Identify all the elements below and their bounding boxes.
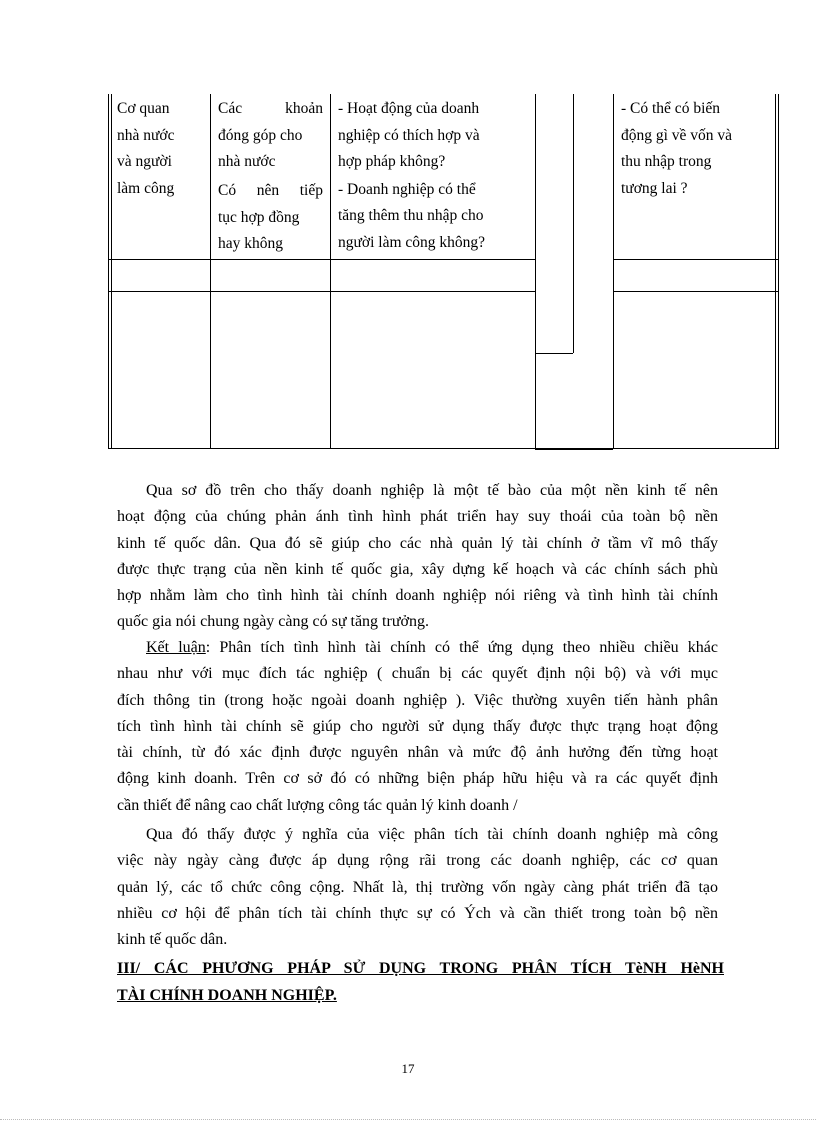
cell-line: nhà nước <box>117 126 175 144</box>
cell-business-questions <box>338 96 526 256</box>
table-row-line <box>613 291 778 292</box>
text-line: nhau như với mục đích tác nghiệp ( chuẩn bị các quyết định nội bộ) và với mục <box>117 665 718 683</box>
table-border-left-inner <box>111 94 112 449</box>
text-line: đích thông tin (trong hoặc ngoài doanh nghiệp ). Việc thường xuyên tiến hành phân <box>117 691 718 709</box>
cell-line: Các khoản <box>218 100 323 117</box>
table-bottom-line-thick <box>535 448 613 450</box>
text-line: Qua đó thấy được ý nghĩa của việc phân tích tài chính doanh nghiệp mà công <box>146 826 718 843</box>
table-row-line <box>613 259 778 260</box>
cell-line: tương lai ? <box>621 179 688 197</box>
conclusion-label: Kết luận <box>146 639 206 656</box>
cell-line: nhà nước <box>218 153 276 170</box>
page-footer-rule <box>0 1119 816 1120</box>
cell-line: làm công <box>117 179 175 197</box>
table-border-left <box>108 94 109 449</box>
table-border-right-inner <box>778 94 779 449</box>
table-divider <box>330 94 331 449</box>
heading-line: III/ CÁC PHƯƠNG PHÁP SỬ DỤNG TRONG PHÂN TÍCH TèNH HèNH <box>117 960 724 977</box>
text-line: quốc gia nói chung ngày càng có sự tăng trưởng. <box>117 613 429 631</box>
table-connector-line <box>535 353 573 354</box>
cell-line: tăng thêm thu nhập cho <box>338 207 484 224</box>
text-line: kinh tế quốc dân. Qua đó sẽ giúp cho các nhà quản lý tài chính ở tầm vĩ mô thấy <box>117 534 718 552</box>
table-bottom-line <box>108 448 535 449</box>
cell-line: - Hoạt động của doanh <box>338 100 480 117</box>
text-line: tích tình hình tài chính sẽ giúp cho người sử dụng thấy được thực trạng hoạt động <box>117 717 718 735</box>
cell-line: tục hợp đồng <box>218 208 300 226</box>
table-divider <box>210 94 211 449</box>
text-line: kinh tế quốc dân. <box>117 931 228 949</box>
cell-line: nghiệp có thích hợp và <box>338 126 480 144</box>
text-line: quản lý, các tổ chức công cộng. Nhất là, thị trường vốn ngày càng phát triển đã tạo <box>117 878 718 896</box>
text-line: hoạt động của chúng phản ánh tình hình phát triển hay suy thoái của toàn bộ nền <box>117 508 718 526</box>
table-row-line <box>108 259 535 260</box>
cell-contract-continuation <box>218 178 323 258</box>
text-line: Qua sơ đồ trên cho thấy doanh nghiệp là một tế bào của một nền kinh tế nên <box>146 482 718 499</box>
text-line: cần thiết để nâng cao chất lượng công tác quản lý kinh doanh / <box>117 796 518 814</box>
page-number: 17 <box>401 1061 415 1076</box>
cell-line: động gì về vốn và <box>621 126 733 144</box>
text-line: nhiều cơ hội để phân tích tài chính thực sự có Ých và cần thiết trong toàn bộ nền <box>117 904 718 922</box>
text-line: động kinh doanh. Trên cơ sở đó có những biện pháp hữu hiệu và ra các quyết định <box>117 770 718 788</box>
cell-line: - Doanh nghiệp có thể <box>338 180 476 198</box>
text-line: việc này ngày càng được áp dụng rộng rãi trong các doanh nghiệp, các cơ quan <box>117 852 718 870</box>
cell-line: - Có thể có biến <box>621 100 721 117</box>
text-line: được thực trạng của nền kinh tế quốc gia, xây dựng kế hoạch và các chính sách phù <box>117 560 718 578</box>
heading-line: TÀI CHÍNH DOANH NGHIỆP. <box>117 987 337 1004</box>
table-divider <box>573 94 574 353</box>
paragraph-diagram-summary <box>117 478 718 636</box>
text-line: Kết luận: Phân tích tình hình tài chính có thể ứng dụng theo nhiều chiều khác <box>146 639 719 656</box>
cell-line: Cơ quan <box>117 100 170 117</box>
text-line: tài chính, từ đó xác định được nguyên nhân và mức độ ảnh hưởng đến từng hoạt <box>117 744 718 762</box>
cell-line: thu nhập trong <box>621 153 712 170</box>
paragraph-conclusion <box>117 635 718 819</box>
table-bottom-line <box>613 448 778 449</box>
section-heading <box>117 955 724 1009</box>
table-border-right <box>775 94 776 449</box>
cell-line: hợp pháp không? <box>338 153 446 170</box>
table-row-line <box>108 291 535 292</box>
cell-line: đóng góp cho <box>218 126 303 144</box>
cell-line: Có nên tiếp <box>218 182 323 199</box>
cell-capital-changes <box>621 96 771 202</box>
paragraph-significance <box>117 822 718 953</box>
cell-government-workers <box>117 96 207 202</box>
table-divider <box>613 94 614 449</box>
cell-line: và người <box>117 153 172 170</box>
cell-line: hay không <box>218 235 284 252</box>
text-line: hợp nhằm làm cho tình hình tài chính doanh nghiệp nói riêng và tình hình tài chính <box>117 587 718 605</box>
table-divider <box>535 94 536 449</box>
cell-line: người làm công không? <box>338 233 486 251</box>
cell-contributions <box>218 96 323 176</box>
